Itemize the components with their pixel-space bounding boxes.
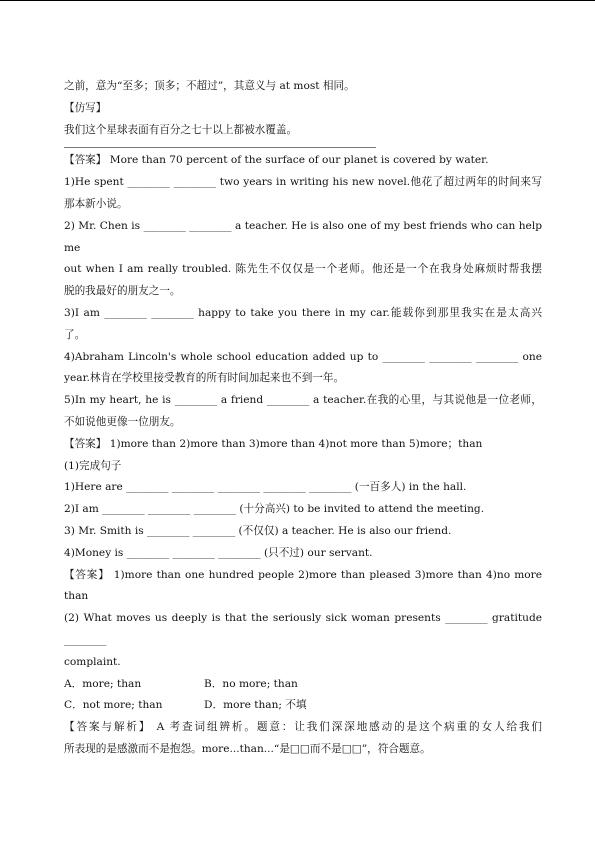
question-line: 2) Mr. Chen is ________ ________ a teacher. He is also one of my best friends who can help me [64, 219, 542, 254]
question-line: 5)In my heart, he is ________ a friend ________ a teacher.在我的心里，与其说他是一位老师， [64, 394, 542, 407]
question-line: 3)I am ________ ________ happy to take you there in my car.能载你到那里我实在是太高兴 [64, 306, 542, 319]
top-border-line [0, 0, 595, 1]
answer-line: 【答案】 1)more than 2)more than 3)more than 4)not more than 5)more；than [64, 437, 483, 450]
choice-c: C．not more; than [64, 699, 163, 712]
choice-d: D．more than; 不填 [204, 699, 307, 712]
section-heading: 【仿写】 [64, 101, 107, 114]
text-line: than [64, 590, 89, 603]
choice-row [64, 674, 542, 696]
explanation-line: 【答案与解析】 A 考查词组辨析。题意：让我们深深地感动的是这个病重的女人给我们 [64, 721, 542, 734]
choice-a: A．more; than [64, 677, 142, 690]
question-line: 2)I am ________ ________ ________ (十分高兴) to be invited to attend the meeting. [64, 503, 485, 516]
choice-b: B．no more; than [204, 677, 298, 690]
text-line: 之前，意为“至多；顶多；不超过”，其意义与 at most 相同。 [64, 80, 355, 92]
text-line: 了。 [64, 328, 86, 341]
answer-line: 【答案】 1)more than one hundred people 2)more than pleased 3)more than 4)no more [64, 568, 542, 581]
section-heading: (1)完成句子 [64, 459, 122, 472]
question-line: 4)Abraham Lincoln's whole school education added up to ________ ________ ________ one [64, 350, 542, 363]
answer-line: 【答案】 More than 70 percent of the surface of our planet is covered by water. [64, 154, 489, 167]
text-line: 不如说他更像一位朋友。 [64, 415, 181, 428]
question-line: 3) Mr. Smith is ________ ________ (不仅仅) a teacher. He is also our friend. [64, 524, 452, 537]
choice-row [64, 695, 542, 717]
horizontal-rule [64, 147, 376, 148]
text-line: 那本新小说。 [64, 197, 128, 210]
question-line: 1)Here are ________ ________ ________ ________ ________ (一百多人) in the hall. [64, 481, 467, 494]
text-line: complaint. [64, 655, 121, 668]
text-line: year.林肯在学校里接受教育的所有时间加起来也不到一年。 [64, 372, 345, 385]
document-body [64, 76, 542, 761]
text-line: 脱的我最好的朋友之一。 [64, 285, 181, 298]
question-line: (2) What moves us deeply is that the seriously sick woman presents ________ gratitude ________ [64, 612, 542, 646]
explanation-line: 所表现的是感激而不是抱怨。more...than...“是□□而不是□□”，符合题意。 [64, 742, 431, 755]
text-line: out when I am really troubled. 陈先生不仅仅是一个老师。他还是一个在我身处麻烦时帮我摆 [64, 263, 542, 276]
question-line: 1)He spent ________ ________ two years in writing his new novel.他花了超过两年的时间来写 [64, 176, 542, 189]
question-line: 4)Money is ________ ________ ________ (只不过) our servant. [64, 546, 373, 559]
text-line: 我们这个星球表面有百分之七十以上都被水覆盖。 [64, 123, 298, 136]
